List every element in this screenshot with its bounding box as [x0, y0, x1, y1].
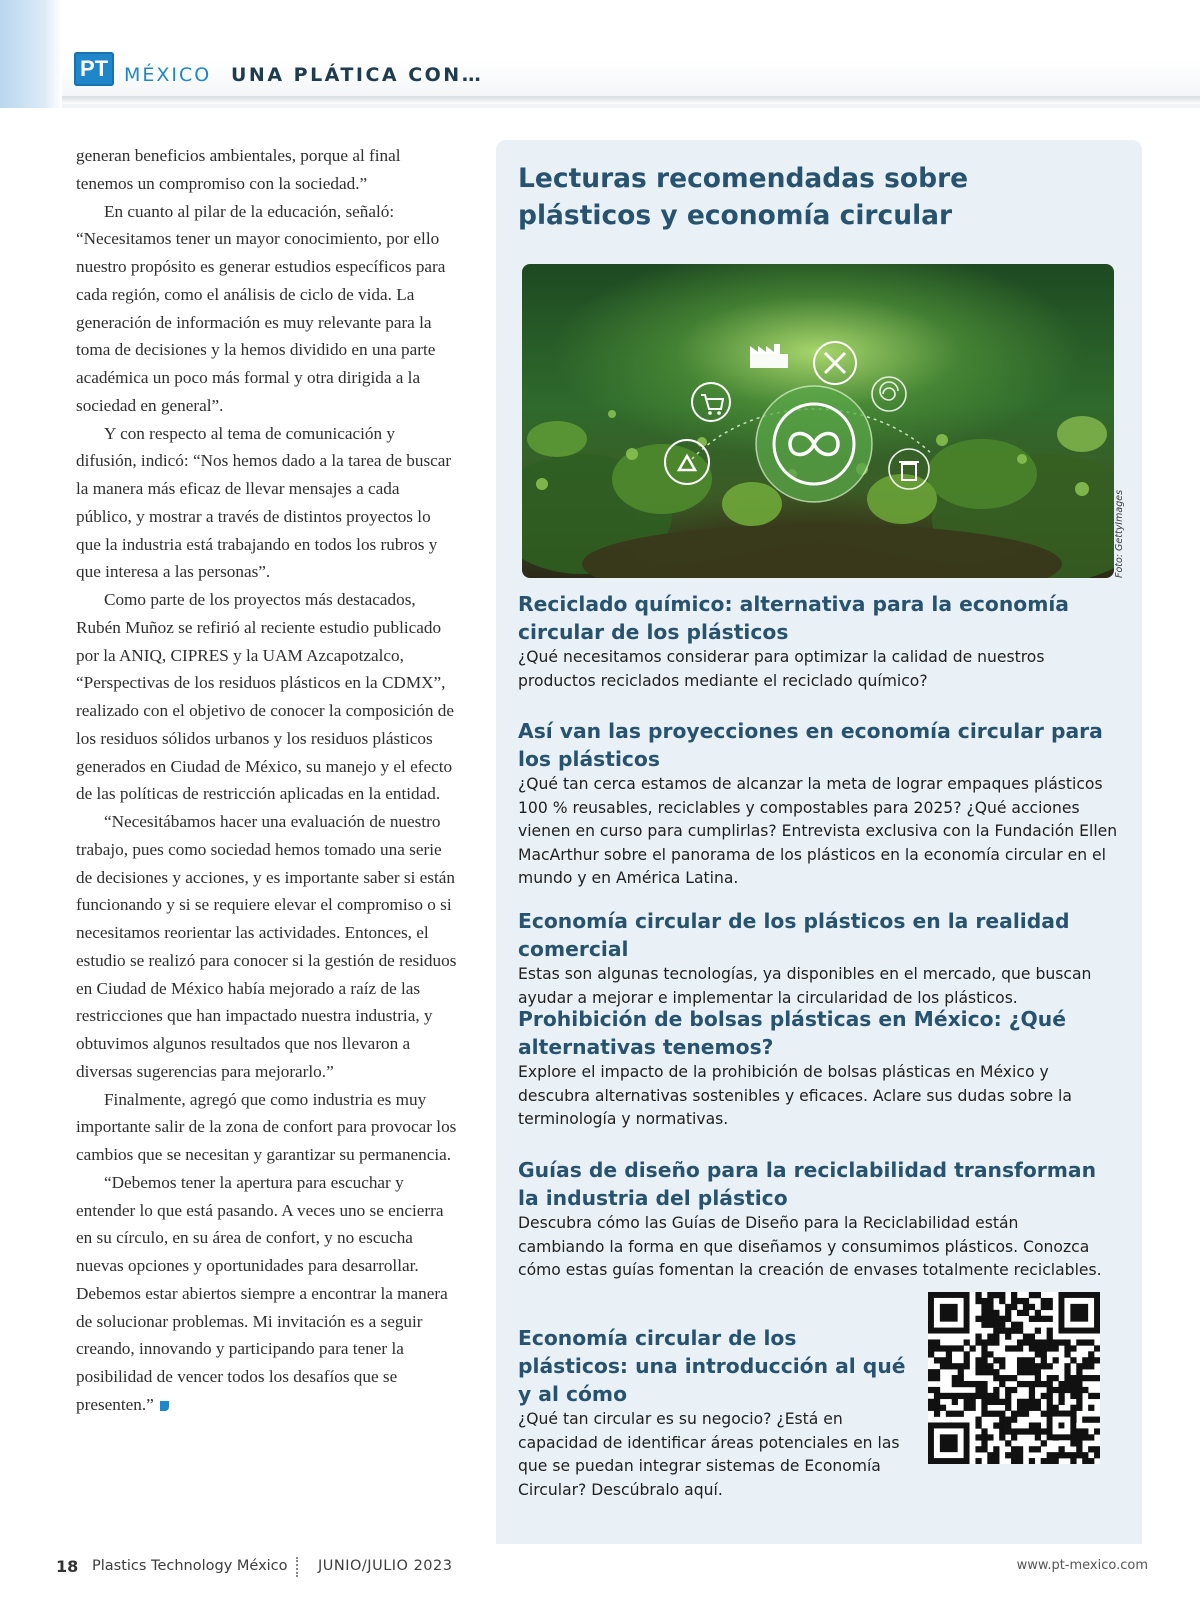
reading-summary: Estas son algunas tecnologías, ya disponibles en el mercado, que buscan ayudar a mejorar e implementar la circularidad de los plásticos. [518, 965, 1092, 1007]
photo-credit: Foto: GettyImages [1114, 489, 1125, 578]
reading-summary: ¿Qué tan circular es su negocio? ¿Está en capacidad de identificar áreas potenciales en las que se puedan integrar sistemas de Economía Circular? Descúbralo aquí. [518, 1410, 900, 1499]
reading-title[interactable]: Economía circular de los plásticos en la realidad comercial [518, 909, 1070, 961]
tools-icon [814, 342, 856, 384]
sidebar-title: Lecturas recomendadas sobre plásticos y economía circular [518, 163, 969, 231]
circular-economy-photo [522, 264, 1114, 578]
factory-icon [750, 344, 788, 368]
page-header [0, 0, 1200, 108]
photo-illustration [522, 264, 1114, 578]
reading-item[interactable] [518, 907, 1118, 1010]
reading-item[interactable] [518, 1005, 1118, 1132]
reading-title[interactable]: Así van las proyecciones en economía circular para los plásticos [518, 719, 1103, 771]
reading-item[interactable] [518, 717, 1118, 891]
publication-name: Plastics Technology México [92, 1558, 288, 1574]
reading-summary: Explore el impacto de la prohibición de bolsas plásticas en México y descubra alternativas sostenibles y eficaces. Aclare sus dudas sobre la terminología y normativas. [518, 1063, 1072, 1129]
shopping-cart-icon [692, 383, 730, 421]
body-paragraph-final [76, 1169, 458, 1419]
brand-name: MÉXICO [124, 64, 212, 86]
body-paragraph: Como parte de los proyectos más destacados, Rubén Muñoz se refirió al reciente estudio publicado por la ANIQ, CIPRES y la UAM Azcapotzalco, “Perspectivas de los residuos plásticos en la CDMX”, realizado con el objetivo de conocer la composición de los residuos sólidos urbanos y los residuos plásticos generados en Ciudad de México, su manejo y el efecto de las políticas de restricción aplicadas en la entidad. [76, 590, 454, 804]
body-paragraph: Finalmente, agregó que como industria es muy importante salir de la zona de confort para provocar los cambios que se necesitan y garantizar su permanencia. [76, 1089, 457, 1164]
reading-item[interactable] [518, 1324, 908, 1502]
header-divider [62, 96, 1200, 104]
footer-separator [296, 1557, 298, 1577]
reading-title[interactable]: Reciclado químico: alternativa para la economía circular de los plásticos [518, 592, 1069, 644]
article-body [76, 142, 458, 1419]
qr-code[interactable] [928, 1292, 1100, 1464]
reading-item[interactable] [518, 590, 1118, 693]
reading-summary: Descubra cómo las Guías de Diseño para la Reciclabilidad están cambiando la forma en que diseñamos y consumimos plásticos. Conozca cómo estas guías fomentan la creación de envases totalmente reciclables. [518, 1214, 1102, 1280]
website-link[interactable]: www.pt-mexico.com [1016, 1558, 1148, 1573]
body-paragraph: “Necesitábamos hacer una evaluación de nuestro trabajo, pues como sociedad hemos tomado una serie de decisiones y acciones, y es importante saber si están funcionando y si se requiere elevar el compromiso o si necesitamos reorientar las actividades. Entonces, el estudio se realizó para conocer si la gestión de residuos en Ciudad de México había mejorado a raíz de las restricciones que han impactado nuestra industria, y obtuvimos algunos resultados que nos llevaron a diversas sugerencias para mejorarlo.” [76, 812, 457, 1081]
pt-logo: PT [74, 52, 114, 86]
body-paragraph: Y con respecto al tema de comunicación y difusión, indicó: “Nos hemos dado a la tarea de buscar la manera más eficaz de llevar mensajes a cada público, y mostrar a través de distintos proyectos lo que la industria está trabajando en todos los rubros y que interesa a las personas”. [76, 423, 452, 582]
end-of-article-mark [160, 1401, 169, 1411]
issue-date: JUNIO/JULIO 2023 [318, 1558, 453, 1574]
reading-item[interactable] [518, 1156, 1118, 1283]
reading-title[interactable]: Prohibición de bolsas plásticas en México: ¿Qué alternativas tenemos? [518, 1007, 1066, 1059]
recommended-readings-box [496, 140, 1142, 1544]
reading-title[interactable]: Guías de diseño para la reciclabilidad transforman la industria del plástico [518, 1158, 1097, 1210]
body-paragraph-text: “Debemos tener la apertura para escuchar y entender lo que está pasando. A veces uno se encierra en su círculo, en su área de confort, y no escucha nuevas opciones y oportunidades para desarrollar. Debemos estar abiertos siempre a encontrar la manera de solucionar problemas. Mi invitación es a seguir creando, innovando y participando para tener la posibilidad de vencer todos los desafíos que se presenten.” [76, 1172, 448, 1414]
section-title: UNA PLÁTICA CON… [231, 64, 484, 86]
infinity-globe-icon [756, 386, 872, 502]
page-footer [0, 1553, 1200, 1583]
header-accent-bar [0, 0, 62, 108]
reading-summary: ¿Qué tan cerca estamos de alcanzar la meta de lograr empaques plásticos 100 % reusables, reciclables y compostables para 2025? ¿Qué acciones vienen en curso para cumplirlas? Entrevista exclusiva con la Fundación Ellen MacArthur sobre el panorama de los plásticos en la economía circular en el mundo y en América Latina. [518, 775, 1118, 888]
page-number: 18 [56, 1557, 79, 1576]
qr-code-graphic [928, 1292, 1100, 1464]
reading-title[interactable]: Economía circular de los plásticos: una introducción al qué y al cómo [518, 1326, 906, 1406]
reading-summary: ¿Qué necesitamos considerar para optimizar la calidad de nuestros productos reciclados mediante el reciclado químico? [518, 648, 1045, 690]
body-paragraph: En cuanto al pilar de la educación, señaló: “Necesitamos tener un mayor conocimiento, por ello nuestro propósito es generar estudios específicos para cada región, como el análisis de ciclo de vida. La generación de información es muy relevante para la toma de decisiones y la hemos dividido en una parte académica un poco más formal y otra dirigida a la sociedad en general”. [76, 201, 446, 415]
body-paragraph: generan beneficios ambientales, porque al final tenemos un compromiso con la sociedad.” [76, 146, 401, 193]
